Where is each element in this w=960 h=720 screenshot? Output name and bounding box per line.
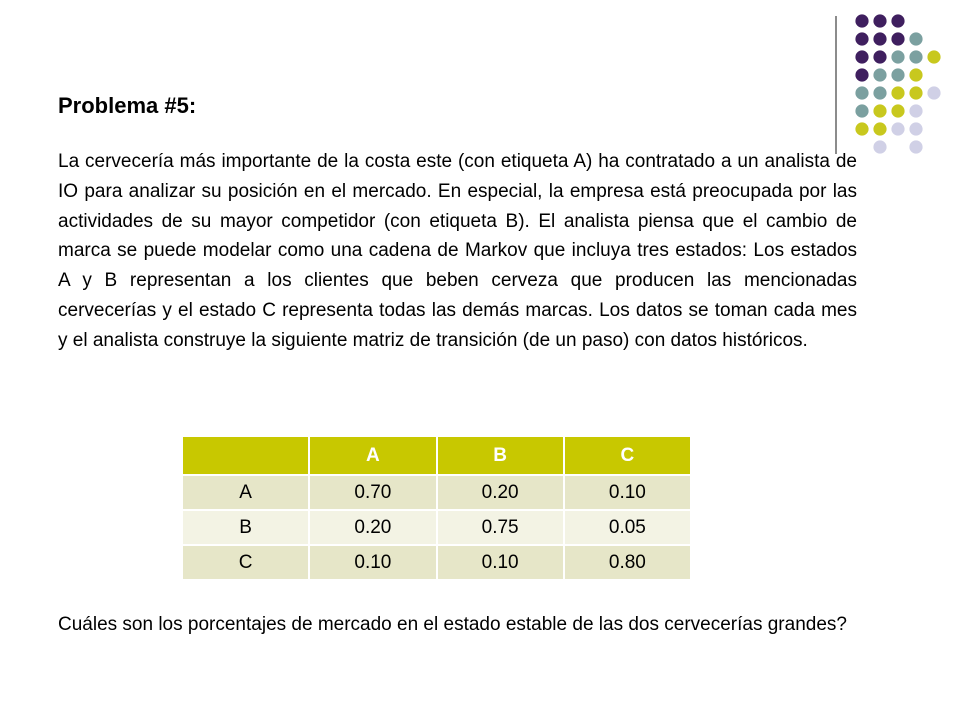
decorative-dot [891,86,904,99]
decorative-dot [891,14,904,27]
decorative-dot [855,32,868,45]
matrix-header-row [182,436,691,475]
decorative-vertical-line [835,16,837,154]
matrix-cell: 0.10 [437,545,564,580]
decorative-dot [927,86,940,99]
decorative-dot [909,122,922,135]
decorative-dot [909,140,922,153]
matrix-cell: 0.70 [309,475,436,510]
decorative-dot [891,50,904,63]
decorative-dot [891,68,904,81]
decorative-dot [873,104,886,117]
decorative-dot [855,104,868,117]
transition-matrix-table [181,435,692,581]
matrix-row-label: B [182,510,309,545]
decorative-dot [855,14,868,27]
decorative-dot [909,104,922,117]
problem-paragraph: La cervecería más importante de la costa este (con etiqueta A) ha contratado a un analista de IO para analizar su posición en el mercado. En especial, la empresa está preocupada por las actividades de su mayor competidor (con etiqueta B). El analista piensa que el cambio de marca se puede modelar como una cadena de Markov que incluya tres estados: Los estados A y B representan a los clientes que beben cerveza que producen las mencionadas cervecerías y el estado C representa todas las demás marcas. Los datos se toman cada mes y el analista construye la siguiente matriz de transición (de un paso) con datos históricos. [58,151,857,351]
decorative-dot [873,68,886,81]
matrix-cell: 0.10 [564,475,691,510]
slide-title: Problema #5: [58,93,197,118]
decorative-dot [873,140,886,153]
matrix-corner-cell [182,436,309,475]
matrix-header-a: A [309,436,436,475]
decorative-dot [909,50,922,63]
decorative-dot [873,14,886,27]
matrix-row-b [182,510,691,545]
decorative-dot [927,50,940,63]
matrix-cell: 0.05 [564,510,691,545]
matrix-row-a [182,475,691,510]
matrix-cell: 0.75 [437,510,564,545]
decorative-dot [909,68,922,81]
decorative-dot [855,50,868,63]
decorative-dot [909,32,922,45]
decorative-dot [891,104,904,117]
matrix-row-c [182,545,691,580]
matrix-cell: 0.20 [437,475,564,510]
decorative-dot [873,122,886,135]
decorative-dot [855,86,868,99]
decorative-dot [873,50,886,63]
decorative-dot [909,86,922,99]
matrix-row-label: A [182,475,309,510]
decorative-dot [855,122,868,135]
decorative-dot [891,32,904,45]
decorative-dot [891,122,904,135]
matrix-header-b: B [437,436,564,475]
matrix-header-c: C [564,436,691,475]
decorative-dot [873,86,886,99]
decorative-dot [873,32,886,45]
matrix-cell: 0.80 [564,545,691,580]
decorative-dot [855,68,868,81]
question-text: Cuáles son los porcentajes de mercado en el estado estable de las dos cervecerías grandes? [58,614,847,635]
matrix-row-label: C [182,545,309,580]
matrix-cell: 0.10 [309,545,436,580]
matrix-cell: 0.20 [309,510,436,545]
